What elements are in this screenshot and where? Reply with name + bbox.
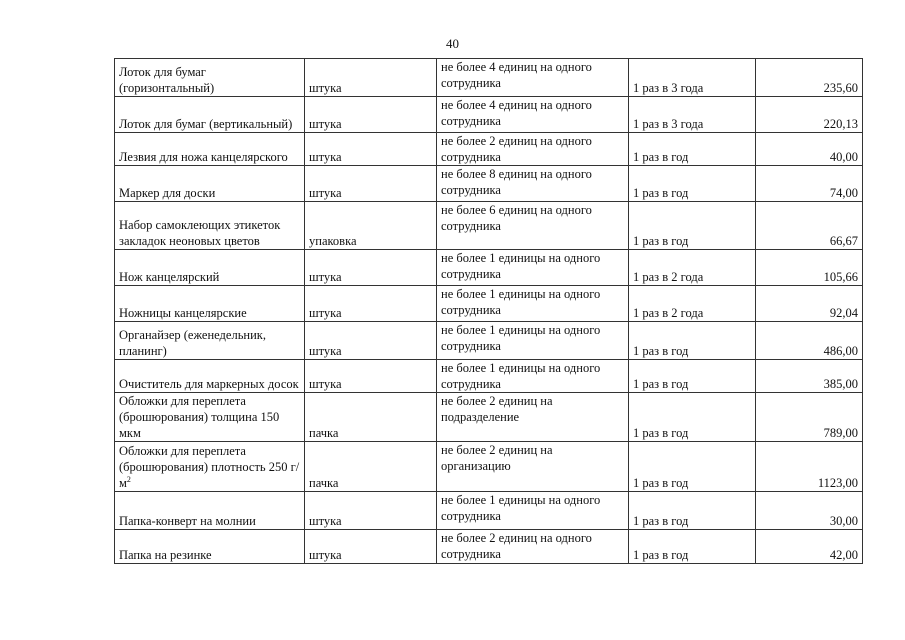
unit-price-cell xyxy=(756,322,863,360)
replacement-period-cell xyxy=(629,492,756,530)
unit-of-measure-cell xyxy=(305,59,437,97)
table-row xyxy=(115,59,863,97)
quantity-norm-cell xyxy=(437,133,629,166)
item-name-cell xyxy=(115,530,305,564)
item-name: Обложки для переплета (брошюрования) плотность 250 г/м xyxy=(119,444,300,490)
unit-of-measure-cell xyxy=(305,322,437,360)
table-row xyxy=(115,286,863,322)
unit-price: 486,00 xyxy=(823,344,858,358)
replacement-period: 1 раз в 2 года xyxy=(633,306,704,320)
quantity-norm: не более 1 единицы на одного сотрудника xyxy=(441,323,601,353)
table-row xyxy=(115,442,863,492)
replacement-period: 1 раз в год xyxy=(633,426,689,440)
replacement-period-cell xyxy=(629,97,756,133)
unit-price-cell xyxy=(756,360,863,393)
quantity-norm-cell xyxy=(437,360,629,393)
replacement-period-cell xyxy=(629,166,756,202)
quantity-norm: не более 1 единицы на одного сотрудника xyxy=(441,361,601,391)
replacement-period-cell xyxy=(629,393,756,442)
table-row xyxy=(115,250,863,286)
quantity-norm-cell xyxy=(437,286,629,322)
unit-of-measure-cell xyxy=(305,360,437,393)
unit-of-measure: пачка xyxy=(309,426,339,440)
unit-of-measure-cell xyxy=(305,393,437,442)
item-name-cell xyxy=(115,393,305,442)
item-name: Органайзер (еженедельник, планинг) xyxy=(119,328,266,358)
quantity-norm-cell xyxy=(437,322,629,360)
replacement-period-cell xyxy=(629,322,756,360)
unit-price-cell xyxy=(756,492,863,530)
unit-price: 105,66 xyxy=(823,270,858,284)
unit-price: 74,00 xyxy=(829,186,858,200)
replacement-period: 1 раз в год xyxy=(633,476,689,490)
page-number: 40 xyxy=(446,36,459,51)
item-name-cell xyxy=(115,250,305,286)
replacement-period-cell xyxy=(629,442,756,492)
supplies-table xyxy=(114,58,863,564)
unit-price: 40,00 xyxy=(829,150,858,164)
unit-of-measure: пачка xyxy=(309,476,339,490)
item-name: Нож канцелярский xyxy=(119,270,220,284)
unit-price-cell xyxy=(756,202,863,250)
table-row xyxy=(115,530,863,564)
quantity-norm: не более 8 единиц на одного сотрудника xyxy=(441,167,592,197)
replacement-period: 1 раз в 2 года xyxy=(633,270,704,284)
unit-price-cell xyxy=(756,59,863,97)
table-row xyxy=(115,133,863,166)
replacement-period-cell xyxy=(629,250,756,286)
unit-price-cell xyxy=(756,166,863,202)
table-row xyxy=(115,393,863,442)
replacement-period: 1 раз в год xyxy=(633,344,689,358)
replacement-period-cell xyxy=(629,286,756,322)
replacement-period: 1 раз в год xyxy=(633,377,689,391)
item-name-cell xyxy=(115,322,305,360)
item-name-cell xyxy=(115,166,305,202)
unit-of-measure: штука xyxy=(309,344,342,358)
item-name-cell xyxy=(115,97,305,133)
item-name-cell xyxy=(115,442,305,492)
quantity-norm-cell xyxy=(437,393,629,442)
quantity-norm: не более 6 единиц на одного сотрудника xyxy=(441,203,592,233)
unit-price: 92,04 xyxy=(829,306,858,320)
unit-of-measure: штука xyxy=(309,377,342,391)
unit-of-measure: штука xyxy=(309,306,342,320)
table-row xyxy=(115,202,863,250)
item-name: Ножницы канцелярские xyxy=(119,306,247,320)
unit-of-measure: штука xyxy=(309,514,342,528)
unit-of-measure-cell xyxy=(305,133,437,166)
replacement-period-cell xyxy=(629,202,756,250)
unit-of-measure: штука xyxy=(309,186,342,200)
item-name-cell xyxy=(115,360,305,393)
unit-of-measure-cell xyxy=(305,492,437,530)
quantity-norm: не более 2 единиц на подразделение xyxy=(441,394,553,424)
item-name: Маркер для доски xyxy=(119,186,216,200)
item-name: Лоток для бумаг (вертикальный) xyxy=(119,117,293,131)
unit-of-measure-cell xyxy=(305,530,437,564)
unit-price-cell xyxy=(756,250,863,286)
unit-price: 66,67 xyxy=(829,234,858,248)
replacement-period: 1 раз в год xyxy=(633,234,689,248)
unit-of-measure-cell xyxy=(305,286,437,322)
replacement-period: 1 раз в год xyxy=(633,514,689,528)
unit-price-cell xyxy=(756,133,863,166)
unit-of-measure-cell xyxy=(305,442,437,492)
quantity-norm-cell xyxy=(437,492,629,530)
quantity-norm-cell xyxy=(437,59,629,97)
unit-of-measure: штука xyxy=(309,81,342,95)
unit-of-measure-cell xyxy=(305,202,437,250)
unit-of-measure: штука xyxy=(309,548,342,562)
replacement-period: 1 раз в 3 года xyxy=(633,117,704,131)
unit-of-measure-cell xyxy=(305,166,437,202)
quantity-norm: не более 2 единиц на одного сотрудника xyxy=(441,134,592,164)
unit-of-measure-cell xyxy=(305,250,437,286)
unit-price-cell xyxy=(756,530,863,564)
unit-price-cell xyxy=(756,286,863,322)
unit-price-cell xyxy=(756,97,863,133)
item-name: Лезвия для ножа канцелярского xyxy=(119,150,288,164)
table-row xyxy=(115,492,863,530)
quantity-norm: не более 1 единицы на одного сотрудника xyxy=(441,493,601,523)
item-name: Набор самоклеющих этикеток закладок неоновых цветов xyxy=(119,218,281,248)
unit-of-measure: штука xyxy=(309,270,342,284)
item-name-cell xyxy=(115,286,305,322)
quantity-norm: не более 4 единиц на одного сотрудника xyxy=(441,98,592,128)
supplies-table-body xyxy=(115,59,863,564)
quantity-norm-cell xyxy=(437,250,629,286)
unit-price: 789,00 xyxy=(823,426,858,440)
item-name: Папка-конверт на молнии xyxy=(119,514,256,528)
replacement-period: 1 раз в год xyxy=(633,548,689,562)
quantity-norm-cell xyxy=(437,442,629,492)
unit-price: 235,60 xyxy=(823,81,858,95)
quantity-norm: не более 1 единицы на одного сотрудника xyxy=(441,251,601,281)
quantity-norm-cell xyxy=(437,530,629,564)
table-row xyxy=(115,322,863,360)
unit-price: 42,00 xyxy=(829,548,858,562)
item-name-cell xyxy=(115,133,305,166)
unit-price: 385,00 xyxy=(823,377,858,391)
replacement-period: 1 раз в год xyxy=(633,186,689,200)
item-name: Очиститель для маркерных досок xyxy=(119,377,299,391)
unit-price: 1123,00 xyxy=(817,476,858,490)
unit-of-measure: штука xyxy=(309,117,342,131)
table-row xyxy=(115,97,863,133)
replacement-period: 1 раз в 3 года xyxy=(633,81,704,95)
quantity-norm-cell xyxy=(437,97,629,133)
quantity-norm: не более 2 единиц на одного сотрудника xyxy=(441,531,592,561)
item-name: Папка на резинке xyxy=(119,548,212,562)
quantity-norm: не более 2 единиц на организацию xyxy=(441,443,553,473)
unit-price-cell xyxy=(756,393,863,442)
item-name-cell xyxy=(115,492,305,530)
unit-of-measure: штука xyxy=(309,150,342,164)
replacement-period-cell xyxy=(629,59,756,97)
quantity-norm-cell xyxy=(437,166,629,202)
replacement-period-cell xyxy=(629,360,756,393)
unit-of-measure-cell xyxy=(305,97,437,133)
replacement-period: 1 раз в год xyxy=(633,150,689,164)
unit-price-cell xyxy=(756,442,863,492)
replacement-period-cell xyxy=(629,530,756,564)
item-name-cell xyxy=(115,202,305,250)
quantity-norm-cell xyxy=(437,202,629,250)
item-name: Лоток для бумаг (горизонтальный) xyxy=(119,65,215,95)
unit-of-measure: упаковка xyxy=(309,234,357,248)
item-name-cell xyxy=(115,59,305,97)
table-row xyxy=(115,360,863,393)
unit-price: 30,00 xyxy=(829,514,858,528)
table-row xyxy=(115,166,863,202)
quantity-norm: не более 4 единиц на одного сотрудника xyxy=(441,60,592,90)
unit-price: 220,13 xyxy=(823,117,858,131)
superscript: 2 xyxy=(126,474,131,484)
quantity-norm: не более 1 единицы на одного сотрудника xyxy=(441,287,601,317)
replacement-period-cell xyxy=(629,133,756,166)
item-name: Обложки для переплета (брошюрования) толщина 150 мкм xyxy=(119,394,280,440)
